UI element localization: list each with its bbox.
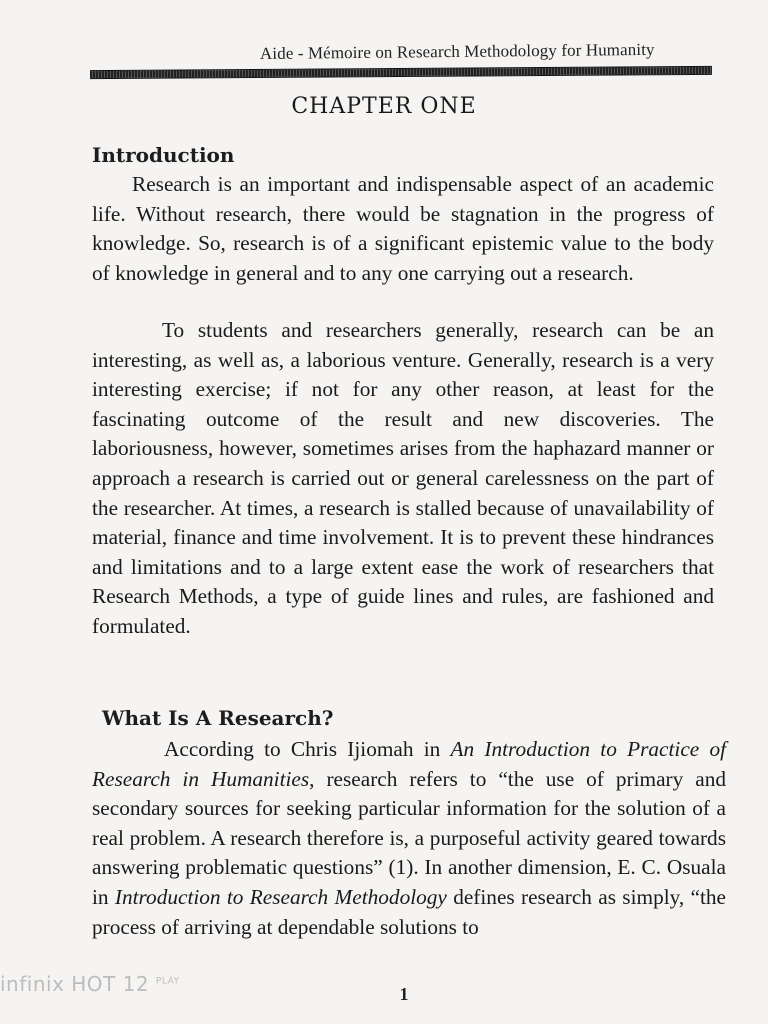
- paragraph: To students and researchers generally, research can be an interesting, as well as, a laborious venture. Generally, research is a very interesting exercise; if not for any other reason, at least for the fascinating outcome of the result and new discoveries. The laboriousness, however, sometimes arises from the haphazard manner or approach a research is carried out or general carelessness on the part of the researcher. At times, a research is stalled because of unavailability of material, finance and time involvement. It is to prevent these hindrances and limitations and to a large extent ease the work of researchers that Research Methods, a type of guide lines and rules, are fashioned and formulated.: [92, 318, 714, 638]
- book-title: An Introduction to Practice of Research in Humanities: [92, 737, 727, 791]
- page-number: 1: [399, 984, 409, 1004]
- paragraph: Research is an important and indispensable aspect of an academic life. Without research, there would be stagnation in the progress of knowledge. So, research is of a significant epistemic value to the body of knowledge in general and to any one carrying out a research.: [92, 172, 714, 285]
- section-heading-introduction: Introduction: [92, 143, 235, 167]
- paragraph: [92, 735, 726, 942]
- running-head: Aide - Mémoire on Research Methodology for Humanity: [259, 39, 655, 63]
- text-run: defines research as simply, “the process of arriving at dependable solutions to: [92, 884, 727, 939]
- chapter-title: CHAPTER ONE: [291, 94, 477, 119]
- watermark-superscript: PLAY: [155, 976, 180, 987]
- header-rule: [90, 66, 712, 79]
- text-run: , research refers to “the use of primary and secondary sources for seeking particular information for the solution of a real problem. A research therefore is, a purposeful activity geared towards answering problematic questions” (1). In another dimension, E. C. Osuala in: [92, 766, 726, 909]
- section-heading-what-is-a-research: What Is A Research?: [102, 706, 334, 730]
- watermark-text: infinix HOT 12: [0, 972, 150, 996]
- text-run: According to Chris Ijiomah in: [164, 737, 451, 761]
- book-title: Introduction to Research Methodology: [114, 884, 447, 909]
